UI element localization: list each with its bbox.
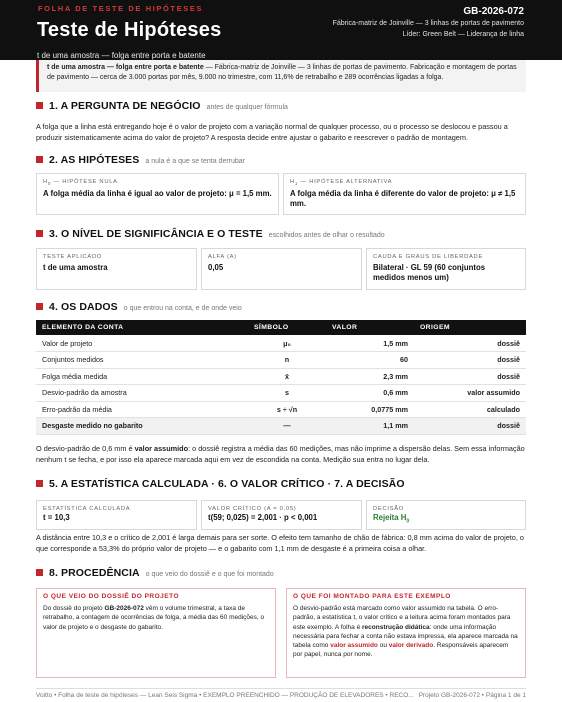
tail-card — [366, 248, 526, 290]
critical-value: t(59; 0,025) = 2,001 · p < 0,001 — [208, 513, 318, 522]
section-significance — [36, 228, 526, 242]
table-row — [36, 368, 526, 385]
tail-value: Bilateral · GL 59 (60 conjuntos medidos menos um) — [373, 263, 486, 282]
section-marker — [36, 102, 43, 109]
table-cell: dossiê — [414, 368, 526, 385]
table-cell: 60 — [326, 352, 414, 369]
footer-left: Voitto • Folha de teste de hipóteses — Lean Seis Sigma • EXEMPLO PREENCHIDO — PRODUÇÃO DE ELEVADORES • RECO... — [36, 692, 414, 699]
footer-divider — [36, 688, 526, 689]
statistic-card — [36, 500, 197, 530]
section-text: A folga que a linha está entregando hoje é o valor de projeto com a variação normal de qualquer processo, ou o processo se deslocou e passou a produzir sistematicamente acima do valor de projeto? A resposta decide entre ajustar o gabarito e reescrever o padrão de montagem. — [36, 122, 508, 142]
table-cell: s — [248, 385, 326, 402]
statistic-label: ESTATÍSTICA CALCULADA — [43, 506, 131, 512]
table-cell: Erro-padrão da média — [36, 401, 248, 418]
table-cell: calculado — [414, 401, 526, 418]
null-hypothesis-card: $H_0$ — HIPÓTESE NULA A folga média da linha é igual ao valor de projeto: μ = 1,5 mm. — [36, 173, 279, 215]
section-title: 3. O NÍVEL DE SIGNIFICÂNCIA E O TESTE — [49, 228, 263, 240]
decision-card — [366, 500, 526, 530]
section-note: a nula é a que se tenta derrubar — [145, 158, 246, 165]
h0-subscript: 0 — [47, 181, 52, 187]
table-row — [36, 352, 526, 369]
column-header: SÍMBOLO — [248, 320, 326, 335]
critical-card — [201, 500, 362, 530]
section-marker — [36, 480, 43, 487]
section-title: 8. PROCEDÊNCIA — [49, 567, 140, 579]
provenance-dossier-title: O QUE VEIO DO DOSSIÊ DO PROJETO — [43, 593, 180, 600]
column-header: VALOR — [326, 320, 414, 335]
leader-info: Líder: Green Belt — Liderança de linha — [402, 31, 524, 38]
table-row — [36, 385, 526, 402]
table-cell: μ₀ — [248, 335, 326, 352]
alpha-card — [201, 248, 362, 290]
data-note: O desvio-padrão de 0,6 mm é valor assumido: o dossiê registra a média das 60 medições, mas não imprime a dispersão delas. Sem essa informação nenhum t se fecha, e por isso ela aparece marcada aqui em vez de escondida na conta. Medição sua entra no lugar dela. — [36, 444, 525, 464]
table-row — [36, 335, 526, 352]
section-note: escolhidos antes de olhar o resultado — [268, 232, 385, 239]
section-marker — [36, 156, 43, 163]
section-provenance — [36, 567, 526, 581]
plant-info: Fábrica-matriz de Joinville — 3 linhas de portas de pavimento — [332, 20, 524, 27]
section-note: o que veio do dossiê e o que foi montado — [145, 571, 274, 578]
table-cell: 2,3 mm — [326, 368, 414, 385]
table-cell: Valor de projeto — [36, 335, 248, 352]
decision-subscript: 0 — [406, 518, 410, 525]
table-cell: valor assumido — [414, 385, 526, 402]
document-tag: FOLHA DE TESTE DE HIPÓTESES — [38, 4, 204, 13]
h0-label: — HIPÓTESE NULA — [53, 179, 118, 185]
section-title: 1. A PERGUNTA DE NEGÓCIO — [49, 100, 201, 112]
h0-text: A folga média da linha é igual ao valor de projeto: μ = 1,5 mm. — [43, 189, 272, 199]
section-business-question — [36, 100, 526, 143]
footer-page: Projeto GB-2026-072 • Página 1 de 1 — [418, 692, 526, 699]
project-code: GB-2026-072 — [463, 6, 524, 17]
critical-label: VALOR CRÍTICO (Α = 0,05) — [208, 506, 297, 512]
statistic-value: t = 10,3 — [43, 513, 70, 522]
test-card — [36, 248, 197, 290]
table-cell: n — [248, 352, 326, 369]
table-cell: dossiê — [414, 352, 526, 369]
column-header: ORIGEM — [414, 320, 526, 335]
alt-hypothesis-card: $H_1$ — HIPÓTESE ALTERNATIVA A folga média da linha é diferente do valor de projeto: μ ≠ 1,5 mm. — [283, 173, 526, 215]
table-cell: dossiê — [414, 335, 526, 352]
section-note: antes de qualquer fórmula — [206, 104, 288, 111]
provenance-dossier-card — [36, 588, 276, 678]
table-cell: Desvio-padrão da amostra — [36, 385, 248, 402]
test-value: t de uma amostra — [43, 263, 108, 272]
intro-strong: t de uma amostra — folga entre porta e batente — [47, 64, 204, 71]
h1-label: — HIPÓTESE ALTERNATIVA — [300, 179, 393, 185]
h1-subscript: 1 — [294, 181, 299, 187]
tail-label: CAUDA E GRAUS DE LIBERDADE — [373, 254, 484, 260]
table-cell: dossiê — [414, 418, 526, 435]
alpha-value: 0,05 — [208, 263, 224, 272]
table-cell: 1,1 mm — [326, 418, 414, 435]
table-cell: 0,0775 mm — [326, 401, 414, 418]
table-cell: x̄ — [248, 368, 326, 385]
section-data — [36, 301, 526, 315]
decision-label: DECISÃO — [373, 506, 404, 512]
provenance-built-card — [286, 588, 526, 678]
provenance-built-title: O QUE FOI MONTADO PARA ESTE EXEMPLO — [293, 593, 451, 600]
data-table — [36, 320, 526, 435]
section-statistic — [36, 478, 526, 492]
table-header-row — [36, 320, 526, 335]
section-title: 2. AS HIPÓTESES — [49, 154, 140, 166]
document-title: Teste de Hipóteses — [37, 19, 222, 41]
table-row — [36, 418, 526, 435]
table-cell: Folga média medida — [36, 368, 248, 385]
section-title: 4. OS DADOS — [49, 301, 118, 313]
provenance-dossier-text: Do dossiê do projeto GB-2026-072 vêm o volume trimestral, a taxa de retrabalho, a contagem de ocorrências de folga, a média das 60 medições, o valor de projeto e o desgaste do gabarito. — [43, 605, 265, 631]
section-title: 5. A ESTATÍSTICA CALCULADA · 6. O VALOR CRÍTICO · 7. A DECISÃO — [49, 478, 405, 490]
provenance-built-text: O desvio-padrão está marcado como valor assumido na tabela. O erro-padrão, a estatística t, o valor crítico e a leitura acima foram montados para este exemplo. A folha é reconstrução didática: onde uma informação necessária para fechar a conta não estava impressa, ela aparece marcada na tabela como valor assumido ou valor derivado. Responsáveis aparecem por papel, nunca por nome. — [293, 605, 518, 659]
table-cell: Desgaste medido no gabarito — [36, 418, 248, 435]
table-cell: s ÷ √n — [248, 401, 326, 418]
test-label: TESTE APLICADO — [43, 254, 103, 260]
decision-value: Rejeita H — [373, 513, 407, 522]
h1-text: A folga média da linha é diferente do valor de projeto: μ ≠ 1,5 mm. — [290, 189, 516, 209]
table-row — [36, 401, 526, 418]
intro-text: — Fábrica-matriz de Joinville — 3 linhas de portas de pavimento. Fabricação e montagem de portas de pavimento — cerca de 3.000 portas por mês, 9.000 no trimestre, com 11,6% de retrabalho e 289 ocorrências ligadas a folga. — [47, 64, 517, 81]
alpha-label: ALFA (Α) — [208, 254, 237, 260]
document-header — [0, 0, 562, 60]
section-marker — [36, 569, 43, 576]
section-note: o que entrou na conta, e de onde veio — [123, 305, 242, 312]
intro-callout — [36, 60, 526, 92]
section-hypotheses — [36, 154, 526, 168]
table-cell: — — [248, 418, 326, 435]
column-header: ELEMENTO DA CONTA — [36, 320, 248, 335]
section-marker — [36, 303, 43, 310]
document-footer — [36, 692, 526, 699]
table-cell: Conjuntos medidos — [36, 352, 248, 369]
table-cell: 0,6 mm — [326, 385, 414, 402]
decision-text: A distância entre 10,3 e o crítico de 2,001 é larga demais para ser sorte. O efeito tem tamanho de chão de fábrica: 0,8 mm acima do valor de projeto, o que corresponde a 53,3% do próprio valor de projeto — e o gabarito com 1,1 mm de desgaste é a primeira coisa a olhar. — [36, 533, 524, 553]
document-subtitle: t de uma amostra — folga entre porta e batente — [37, 51, 206, 60]
table-cell: 1,5 mm — [326, 335, 414, 352]
section-marker — [36, 230, 43, 237]
